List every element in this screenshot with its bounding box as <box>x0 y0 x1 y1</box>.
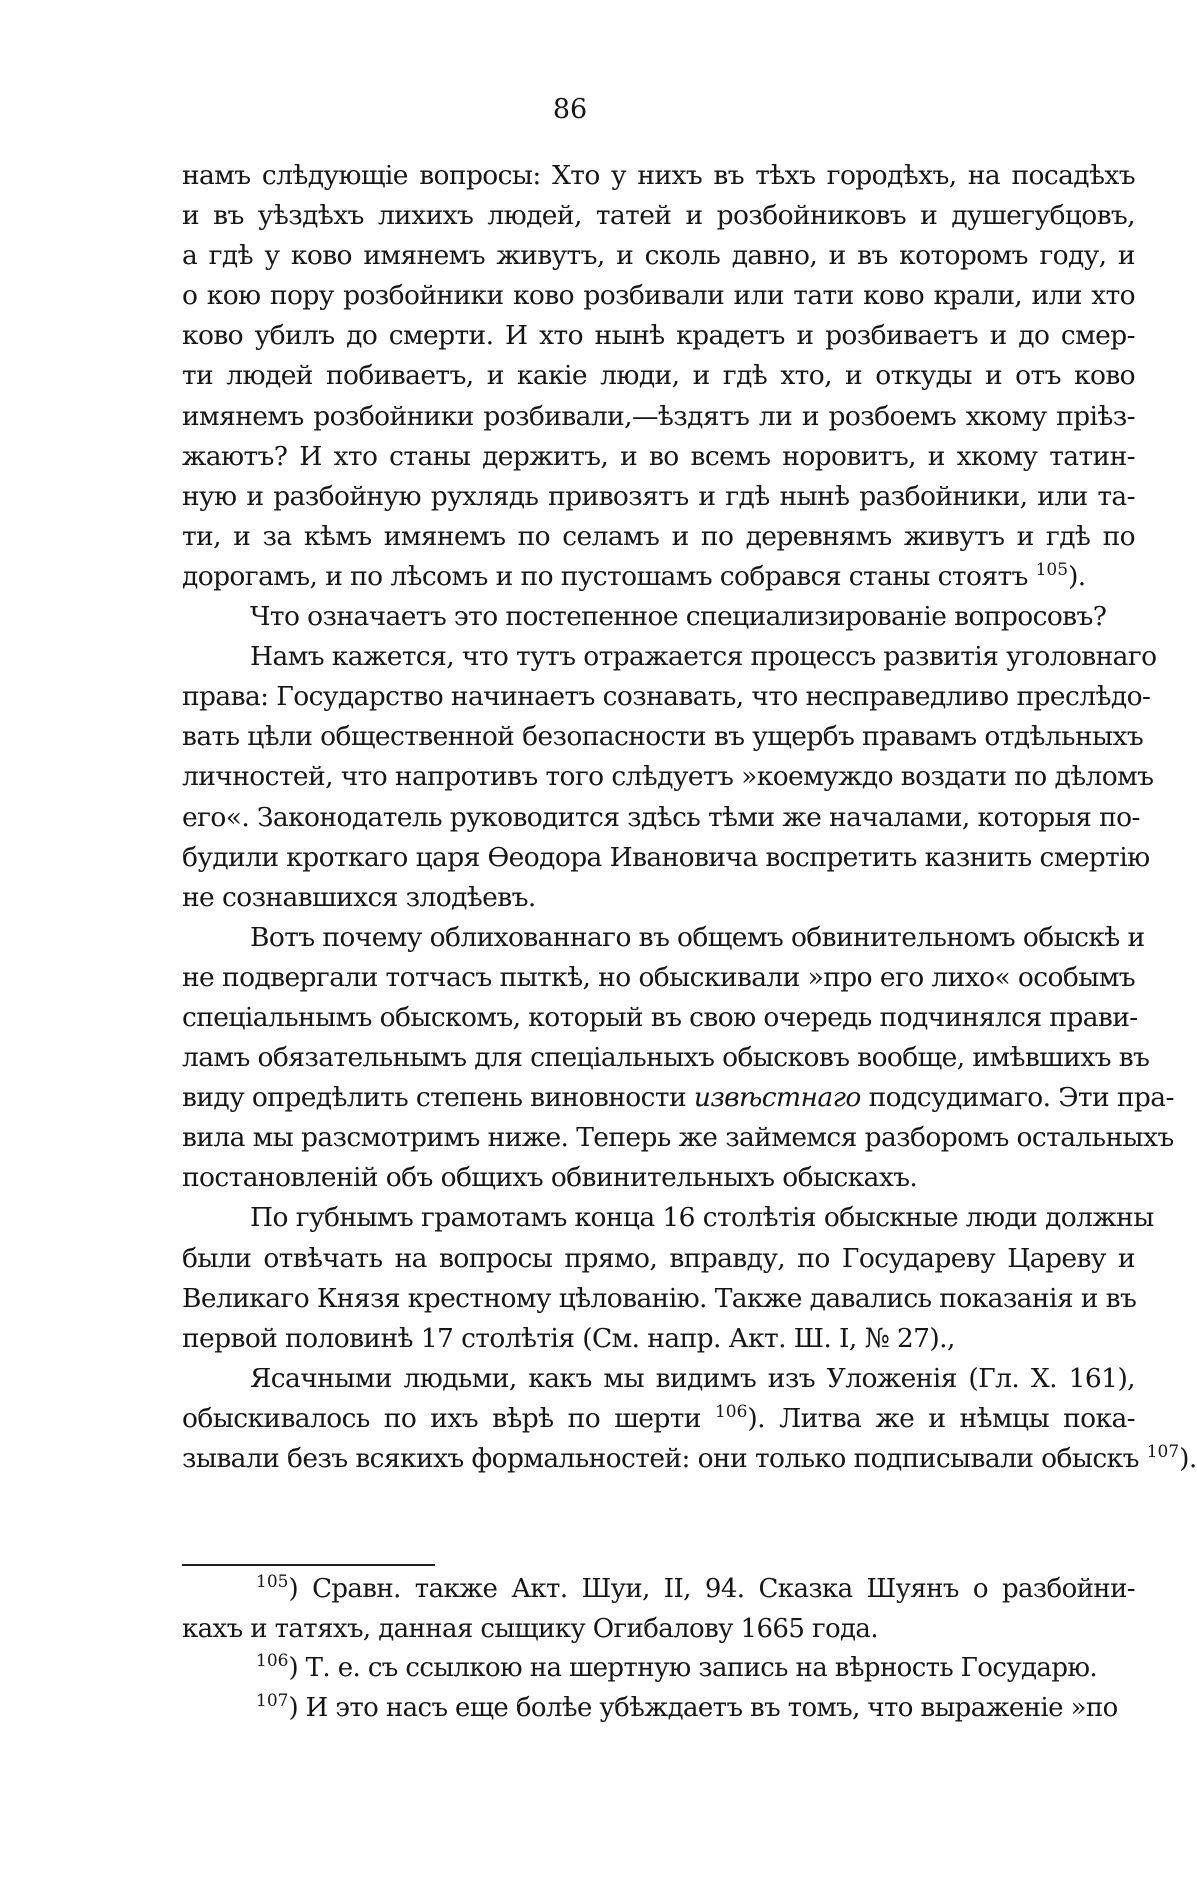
footnote-separator <box>182 1564 435 1566</box>
emphasis-text: извѣстнаго <box>693 1082 861 1114</box>
footnote-ref: 106 <box>256 1651 289 1671</box>
text-line: ламъ обязательнымъ для спеціальныхъ обысковъ вообще, имѣвшихъ въ <box>182 1042 1150 1074</box>
line-text: ). <box>1179 1443 1197 1474</box>
page-number: 86 <box>552 94 588 125</box>
paragraph <box>182 1198 1154 1358</box>
text-line: По губнымъ грамотамъ конца 16 столѣтія обыскные люди должны <box>250 1202 1154 1234</box>
footnote <box>182 1689 1135 1729</box>
text-line: имянемъ розбойники розбивали,—ѣздятъ ли и розбоемъ хкому пріѣз- <box>182 400 1135 432</box>
footnote-ref: 106 <box>714 1401 748 1422</box>
footnote-ref: 105 <box>1035 559 1069 580</box>
text-line: ти, и за кѣмъ имянемъ по селамъ и по деревнямъ живутъ и гдѣ по <box>182 520 1135 552</box>
text-line: а гдѣ у ково имянемъ живутъ, и сколь давно, и въ которомъ году, и <box>182 240 1135 272</box>
text-line: ную и разбойную рухлядь привозятъ и гдѣ нынѣ разбойники, или та- <box>182 480 1135 512</box>
text-line: Великаго Князя крестному цѣлованію. Также давались показанія и въ <box>182 1282 1137 1314</box>
text-line <box>182 1439 1197 1479</box>
text-line: его«. Законодатель руководится здѣсь тѣми же началами, которыя по- <box>182 801 1140 833</box>
footnote <box>182 1570 1135 1649</box>
text-line <box>182 557 1135 597</box>
text-line: жаютъ? И хто станы держитъ, и во всемъ норовитъ, и хкому татин- <box>182 440 1135 472</box>
text-line: кахъ и татяхъ, данная сыщику Огибалову 1665 года. <box>182 1613 878 1644</box>
text-line <box>182 1078 1174 1118</box>
body-text <box>182 156 1197 1479</box>
text-line <box>182 1689 1135 1729</box>
line-text: ) Сравн. также Акт. Шуи, II, 94. Сказка Шуянъ о разбойни- <box>288 1574 1135 1604</box>
line-text: ) Т. е. съ ссылкою на шертную запись на вѣрность Государю. <box>288 1653 1098 1683</box>
text-line: личностей, что напротивъ того слѣдуетъ »коемуждо воздати по дѣломъ <box>182 761 1154 793</box>
paragraph <box>182 1359 1197 1479</box>
text-line: намъ слѣдующіе вопросы: Хто у нихъ въ тѣхъ городѣхъ, на посадѣхъ <box>182 160 1135 191</box>
text-line: первой половинѣ 17 столѣтія (См. напр. Акт. Ш. I, № 27)., <box>182 1322 955 1354</box>
line-text: подсудимаго. Эти пра- <box>860 1082 1174 1114</box>
line-text: ) И это насъ еще болѣе убѣждаетъ въ томъ, что выраженіе »по <box>288 1692 1118 1723</box>
text-line: права: Государство начинаетъ сознавать, что несправедливо преслѣдо- <box>182 681 1151 713</box>
text-line: о кою пору розбойники ково розбивали или тати ково крали, или хто <box>182 280 1135 312</box>
paragraph <box>182 637 1157 918</box>
footnote-ref: 107 <box>1146 1442 1180 1462</box>
line-text: ). Литва же и нѣмцы пока- <box>747 1402 1135 1434</box>
text-line: Вотъ почему облихованнаго въ общемъ обвинительномъ обыскѣ и <box>250 921 1145 953</box>
line-text: ). <box>1068 560 1086 592</box>
text-line: ково убилъ до смерти. И хто нынѣ крадетъ и розбиваетъ и до смер- <box>182 320 1135 352</box>
paragraph <box>182 597 1135 637</box>
text-line: будили кроткаго царя Ѳеодора Ивановича воспретить казнить смертію <box>182 841 1150 873</box>
footnote-ref: 105 <box>256 1572 289 1592</box>
text-line <box>182 1649 1135 1689</box>
text-line: Ясачными людьми, какъ мы видимъ изъ Уложенія (Гл. X. 161), <box>250 1362 1135 1394</box>
text-line <box>182 1399 1135 1439</box>
line-text: обыскивалось по ихъ вѣрѣ по шерти <box>182 1402 715 1434</box>
text-line: Что означаетъ это постепенное специализированіе вопросовъ? <box>250 601 1107 633</box>
text-line: ти людей побиваетъ, и какіе люди, и гдѣ хто, и откуды и отъ ково <box>182 360 1135 392</box>
text-line: не подвергали тотчасъ пыткѣ, но обыскивали »про его лихо« особымъ <box>182 961 1135 993</box>
text-line: вать цѣли общественной безопасности въ ущербъ правамъ отдѣльныхъ <box>182 721 1144 753</box>
paragraph <box>182 156 1135 597</box>
footnote <box>182 1649 1135 1689</box>
text-line: вила мы разсмотримъ ниже. Теперь же займемся разборомъ остальныхъ <box>182 1122 1174 1154</box>
text-line: Намъ кажется, что тутъ отражается процессъ развитія уголовнаго <box>250 641 1157 673</box>
footnote-ref: 107 <box>256 1690 289 1711</box>
paragraph <box>182 918 1174 1199</box>
line-text: дорогамъ, и по лѣсомъ и по пустошамъ собрався станы стоятъ <box>182 560 1036 592</box>
line-text: зывали безъ всякихъ формальностей: они только подписывали обыскъ <box>182 1443 1147 1474</box>
text-line: были отвѣчать на вопросы прямо, вправду, по Государеву Цареву и <box>182 1242 1135 1274</box>
text-line: не сознавшихся злодѣевъ. <box>182 881 536 913</box>
line-text: виду опредѣлить степень виновности <box>182 1082 694 1114</box>
text-line: и въ уѣздѣхъ лихихъ людей, татей и розбойниковъ и душегубцовъ, <box>182 200 1135 232</box>
footnotes <box>182 1570 1135 1728</box>
text-line <box>182 1570 1135 1610</box>
text-line: постановленій объ общихъ обвинительныхъ обыскахъ. <box>182 1162 918 1194</box>
text-line: спеціальнымъ обыскомъ, который въ свою очередь подчинялся прави- <box>182 1001 1138 1033</box>
